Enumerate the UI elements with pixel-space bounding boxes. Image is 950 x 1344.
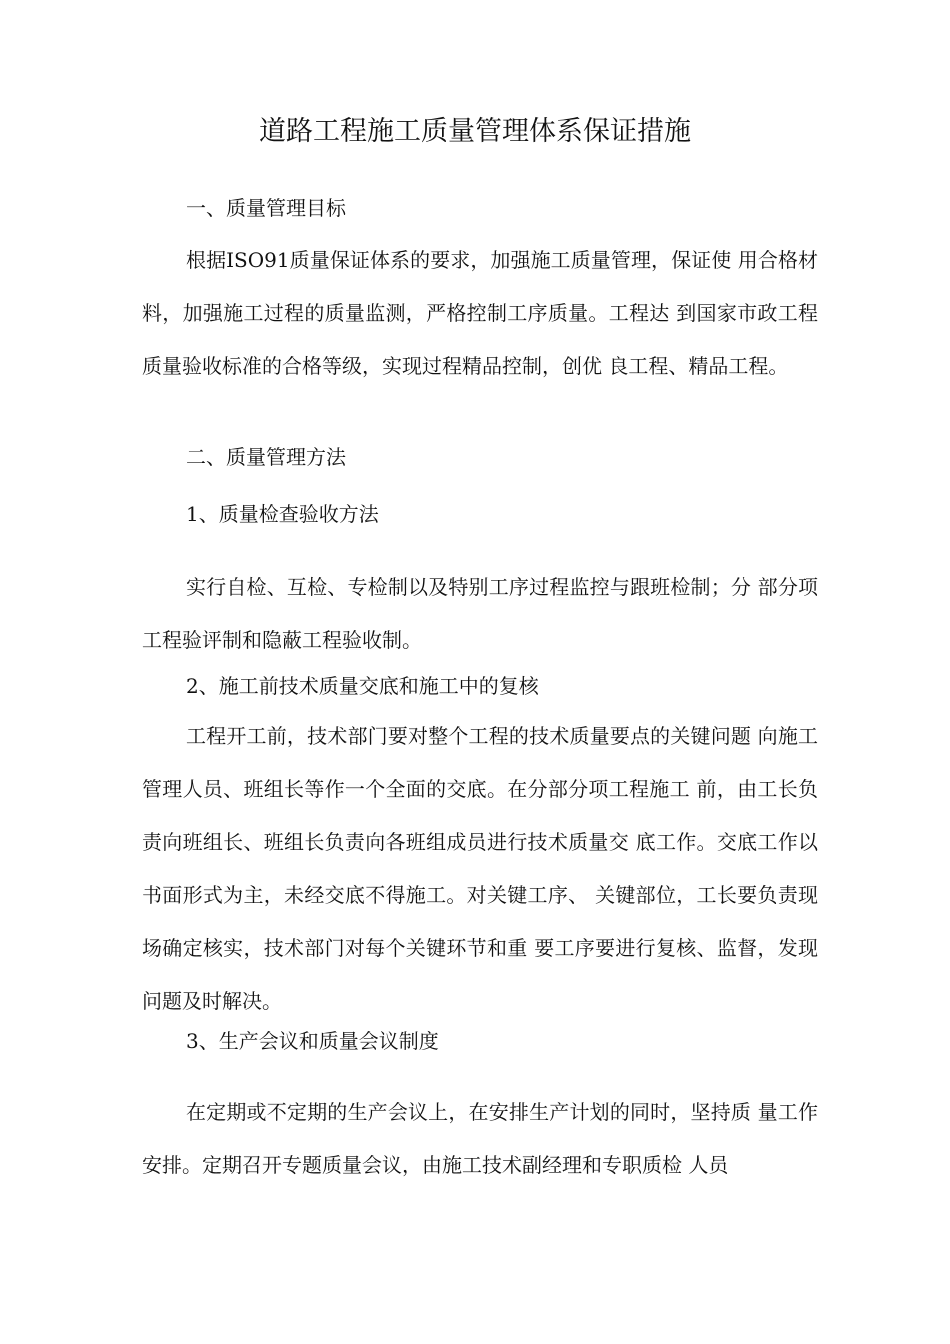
document-title: 道路工程施工质量管理体系保证措施 <box>259 116 691 147</box>
section-heading-quality-goals: 一、质量管理目标 <box>186 196 346 220</box>
subsection-heading-meetings: 3、生产会议和质量会议制度 <box>186 1029 439 1053</box>
paragraph-technical-briefing: 工程开工前，技术部门要对整个工程的技术质量要点的关键问题 向施工管理人员、班组长等作一个全面的交底。在分部分项工程施工 前，由工长负责向班组长、班组长负责向各班组成员进行技术质量交 底工作。交底工作以书面形式为主，未经交底不得施工。对关键工序、 关键部位，工长要负责现场确定核实，技术部门对每个关键环节和重 要工序要进行复核、监督，发现问题及时解决。 <box>142 724 818 1013</box>
paragraph-meetings: 在定期或不定期的生产会议上，在安排生产计划的同时，坚持质 量工作安排。定期召开专题质量会议，由施工技术副经理和专职质检 人员 <box>142 1100 818 1177</box>
section-heading-quality-methods: 二、质量管理方法 <box>186 445 346 469</box>
paragraph-inspection-methods: 实行自检、互检、专检制以及特别工序过程监控与跟班检制；分 部分项工程验评制和隐蔽工程验收制。 <box>142 575 818 652</box>
subsection-heading-inspection-methods: 1、质量检查验收方法 <box>186 502 379 526</box>
subsection-heading-technical-briefing: 2、施工前技术质量交底和施工中的复核 <box>186 674 539 698</box>
paragraph-quality-goals: 根据ISO91质量保证体系的要求，加强施工质量管理，保证使 用合格材料，加强施工过程的质量监测，严格控制工序质量。工程达 到国家市政工程质量验收标准的合格等级，实现过程精品控制，创优 良工程、精品工程。 <box>142 248 818 378</box>
